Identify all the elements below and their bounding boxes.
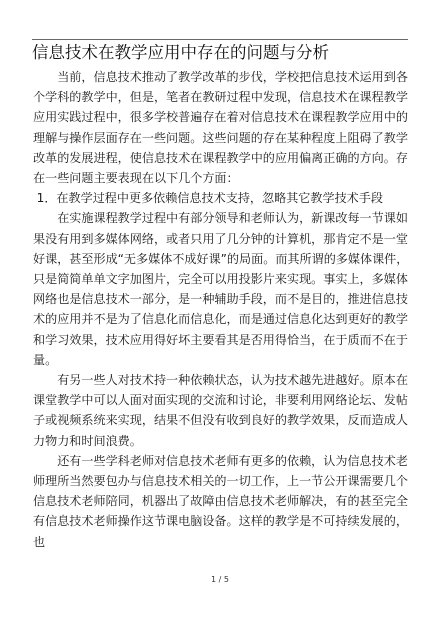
document-body (33, 67, 410, 552)
document-title: 信息技术在教学应用中存在的问题与分析 (32, 43, 329, 62)
paragraph-multimedia: 在实施课程教学过程中有部分领导和老师认为，新课改每一节课如果没有用到多媒体网络，或者只用了几分钟的计算机，那肯定不是一堂好课，甚至形成“无多媒体不成好课”的局面。而其所谓的多媒体课件，只是简简单单文字加图片，完全可以用投影片来实现。事实上，多媒体网络也是信息技术一部分，是一种辅助手段，而不是目的，推进信息技术的应用并不是为了信息化而信息化，而是通过信息化达到更好的教学和学习效果，技术应用得好坏主要看其是否用得恰当，在于质而不在于量。 (33, 211, 409, 367)
section-heading-1: 1．在教学过程中更多依赖信息技术支持，忽略其它教学技术手段 (36, 191, 383, 206)
paragraph-dependence: 有另一些人对技术持一种依赖状态，认为技术越先进越好。原本在课堂教学中可以人面对面实现的交流和讨论，非要利用网络论坛、发帖子或视频系统来实现，结果不但没有收到良好的教学效果，反而造成人力物力和时间浪费。 (33, 373, 408, 448)
header-rule (32, 39, 408, 40)
paragraph-teachers: 还有一些学科老师对信息技术老师有更多的依赖，认为信息技术老师理所当然要包办与信息技术相关的一切工作，上一节公开课需要几个信息技术老师陪同，机器出了故障由信息技术老师解决，有的甚至完全有信息技术老师操作这节课电脑设备。这样的教学是不可持续发展的，也 (33, 453, 408, 549)
paragraph-intro: 当前，信息技术推动了教学改革的步伐，学校把信息技术运用到各个学科的教学中，但是，笔者在教研过程中发现，信息技术在课程教学应用实践过程中，很多学校普遍存在着对信息技术在课程教学应用中的理解与操作层面存在一些问题。这些问题的存在某种程度上阻碍了教学改革的发展进程，使信息技术在课程教学中的应用偏离正确的方向。存在一些问题主要表现在以下几个方面： (33, 70, 408, 186)
page-number: 1 / 5 (211, 575, 229, 584)
